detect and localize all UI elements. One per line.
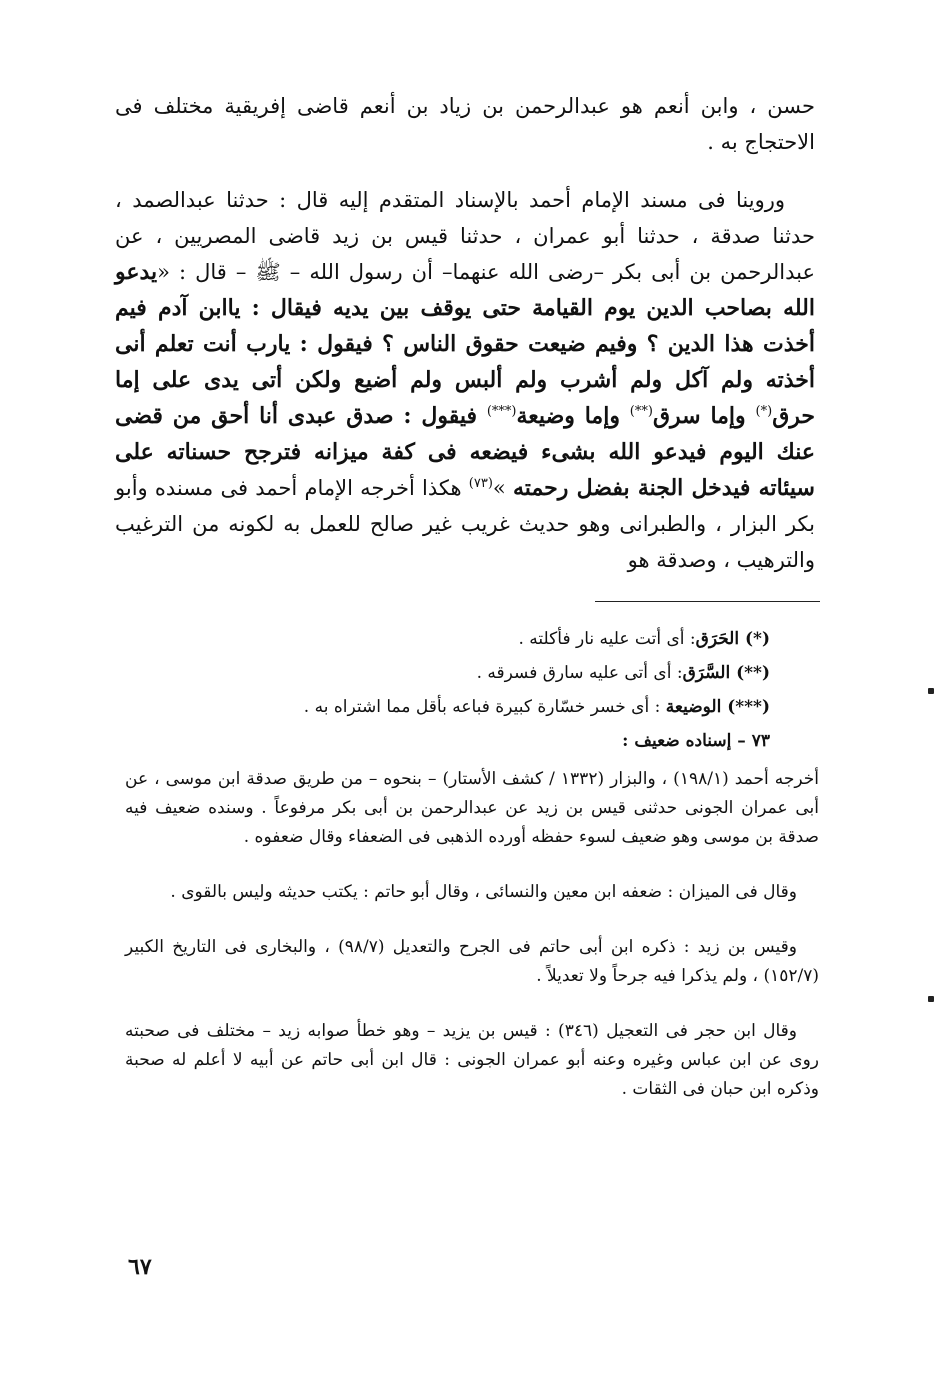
footnotes xyxy=(150,622,790,758)
reference-mark-73: (٧٣) xyxy=(468,476,493,491)
margin-mark xyxy=(928,996,934,1002)
note-paragraph-2: وقال فى الميزان : ضعفه ابن معين والنسائى ، وقال أبو حاتم : يكتب حديثه وليس بالقوى . xyxy=(170,882,797,902)
note-paragraph-1: أخرجه أحمد (١٩٨/١) ، والبزار (١٣٣٢ / كشف الأستار) – بنحوه – من طريق صدقة ابن موسى ، عن أبى عمران الجونى حدثنى قيس بن زيد عن عبدالرحمن بن أبى بكر مرفوعاً . وسنده ضعيف فيه صدقة بن موسى وهو ضعيف لسوء حفظه أورده الذهبى فى الضعفاء وقال ضعفوه . xyxy=(125,769,819,847)
main-text xyxy=(115,88,815,600)
footnote-divider xyxy=(595,601,820,602)
footnote-1-text: : أى أتت عليه نار فأكلته . xyxy=(518,629,696,649)
main-paragraph-2 xyxy=(115,182,815,578)
hadith-text-c: وإما وضيعة xyxy=(516,403,630,429)
footnote-1-mark: (*) xyxy=(745,629,770,649)
footnote-2-mark: (**) xyxy=(736,663,770,683)
footnote-3-term: الوضيعة xyxy=(665,697,728,717)
footnote-2-term: السَّرَق xyxy=(682,663,737,683)
hadith-close-quote: » xyxy=(492,476,514,500)
hadith-text-d: فيقول : صدق عبدى أنا أحق من قضى عنك اليوم فيدعو الله بشىء فيضعه فى كفة ميزانه فترجح حسناته على سيئاته فيدخل الجنة بفضل رحمته xyxy=(115,403,815,501)
footnote-mark-3: (***) xyxy=(486,404,517,419)
footnote-2 xyxy=(150,656,790,690)
takhrij-notes xyxy=(125,765,819,1130)
footnote-1 xyxy=(150,622,790,656)
margin-mark xyxy=(928,688,934,694)
footnote-3 xyxy=(150,690,790,724)
hadith-commentary: هكذا أخرجه الإمام أحمد فى مسنده وأبو بكر البزار ، والطبرانى وهو حديث غريب غير صالح للعمل به لكونه من الترغيب والترهيب ، وصدقة هو xyxy=(115,476,815,572)
footnote-2-text: : أى أتى عليه سارق فسرقه . xyxy=(476,663,683,683)
footnote-1-term: الحَرَق xyxy=(695,629,746,649)
hadith-text-b: وإما سرق xyxy=(652,403,756,429)
footnote-mark-2: (**) xyxy=(629,404,653,419)
footnote-3-mark: (***) xyxy=(727,697,770,717)
hadith-intro: وروينا فى مسند الإمام أحمد بالإسناد المتقدم إليه قال : حدثنا عبدالصمد ، حدثنا صدقة ، حدثنا أبو عمران ، حدثنا قيس بن زيد قاضى المصريين ، عن عبدالرحمن بن أبى بكر –رضى الله عنهما– أن رسول الله – ﷺ – قال : « xyxy=(115,188,815,284)
footnote-mark-1: (*) xyxy=(755,404,773,419)
page-number: ٦٧ xyxy=(128,1254,152,1280)
footnote-3-text: : أى خسر خسّارة كبيرة فباعه بأقل مما اشتراه به . xyxy=(303,697,666,717)
note-paragraph-3: وقيس بن زيد : ذكره ابن أبى حاتم فى الجرح والتعديل (٩٨/٧) ، والبخارى فى التاريخ الكبير (١٥٢/٧) ، ولم يذكرا فيه جرحاً ولا تعديلاً . xyxy=(125,937,819,986)
note-paragraph-4: وقال ابن حجر فى التعجيل (٣٤٦) : قيس بن يزيد – وهو خطأ صوابه زيد – مختلف فى صحبته روى عن ابن عباس وغيره وعنه أبو عمران الجونى : قال ابن أبى حاتم عن أبيه لا أعلم له صحبة وذكره ابن حبان فى الثقات . xyxy=(125,1021,819,1099)
footnote-73-heading: ٧٣ – إسناده ضعيف : xyxy=(622,731,770,751)
main-paragraph-1: حسن ، وابن أنعم هو عبدالرحمن بن زياد بن أنعم قاضى إفريقية مختلف فى الاحتجاج به . xyxy=(115,94,815,154)
hadith-text-a: يدعو الله بصاحب الدين يوم القيامة حتى يوقف بين يديه فيقال : ياابن آدم فيم أخذت هذا الدين ؟ وفيم ضيعت حقوق الناس ؟ فيقول : يارب أنت تعلم أنى أخذته ولم آكل ولم أشرب ولم ألبس ولم أضيع ولكن أتى يدى على إما حرق xyxy=(115,259,815,429)
